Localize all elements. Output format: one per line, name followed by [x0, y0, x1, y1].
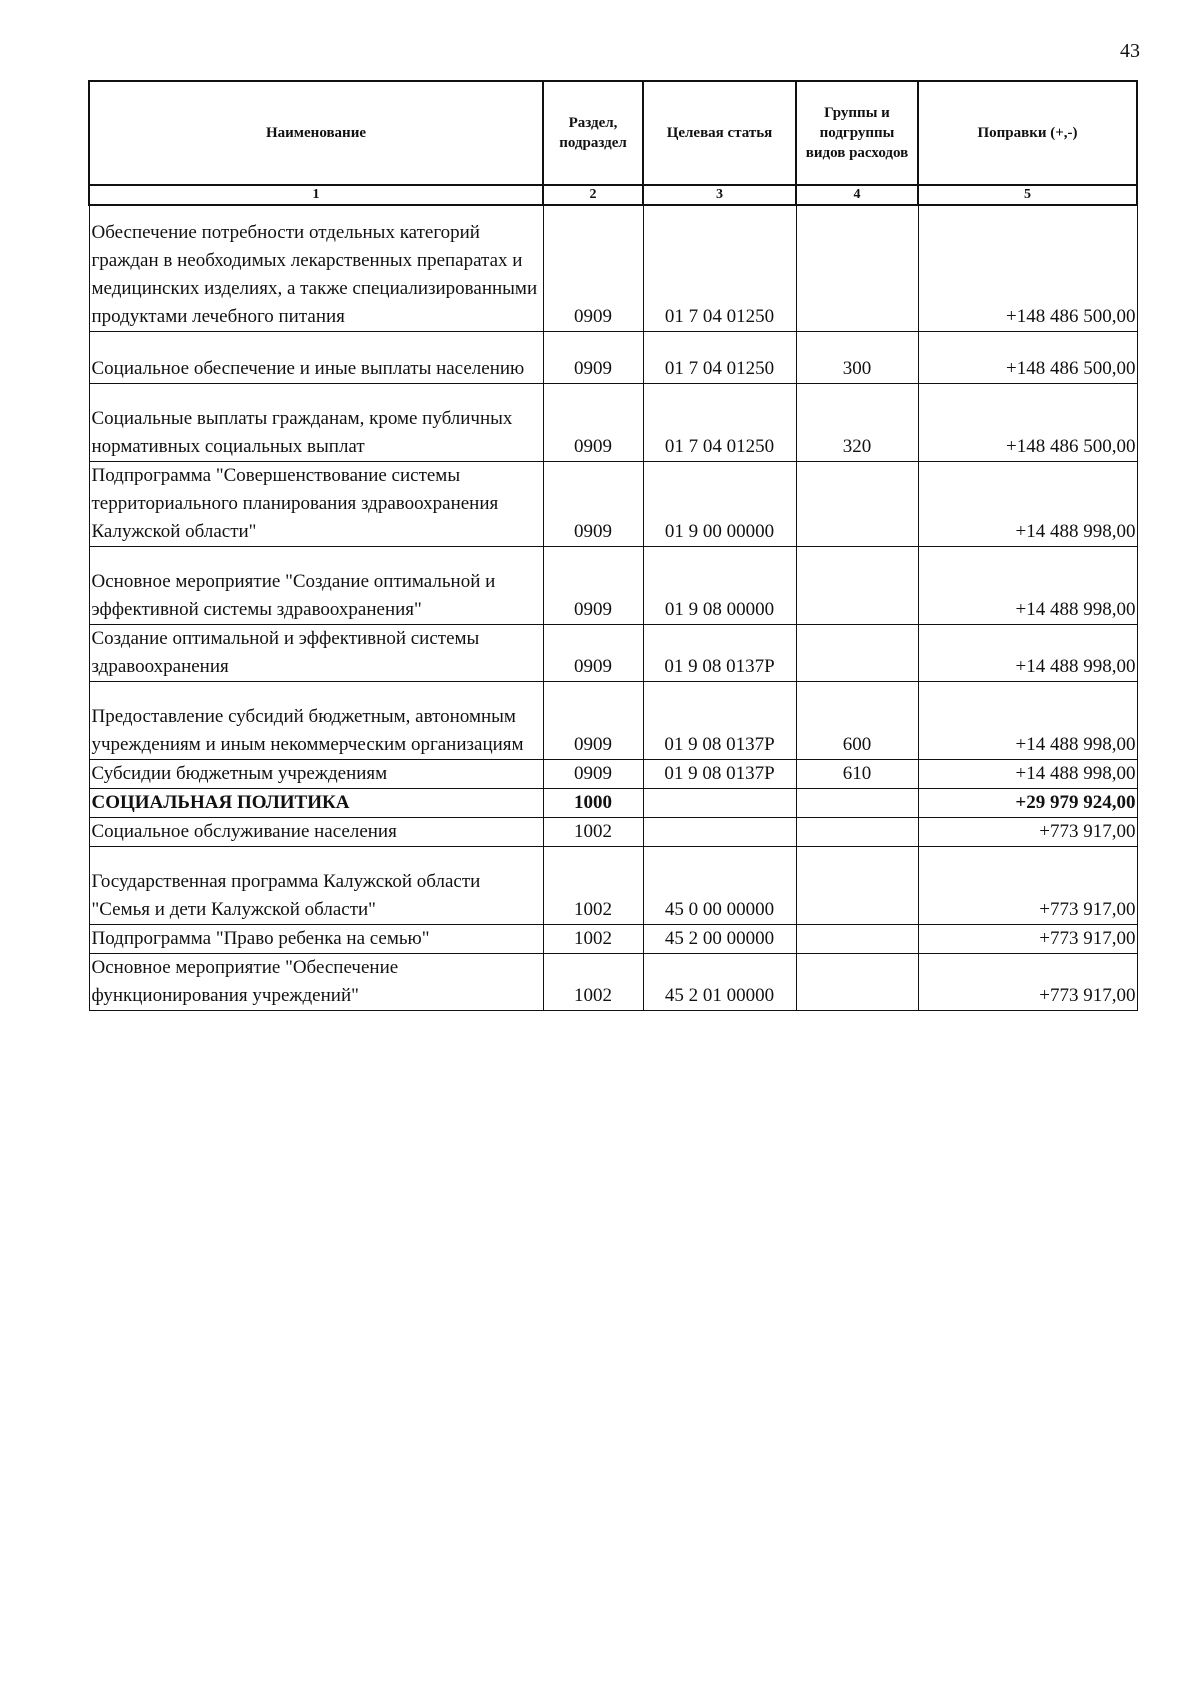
row-amount: +148 486 500,00 — [918, 205, 1137, 331]
table-row — [89, 461, 1137, 546]
row-section: 0909 — [543, 331, 643, 383]
table-row — [89, 846, 1137, 924]
row-target: 45 2 01 00000 — [643, 953, 796, 1010]
row-target: 45 2 00 00000 — [643, 924, 796, 953]
table-row — [89, 331, 1137, 383]
row-section: 1002 — [543, 924, 643, 953]
row-name: Основное мероприятие "Обеспечение функционирования учреждений" — [89, 953, 543, 1010]
row-group: 300 — [796, 331, 918, 383]
table-row — [89, 924, 1137, 953]
row-name: Социальное обеспечение и иные выплаты населению — [89, 331, 543, 383]
column-number: 5 — [918, 185, 1137, 205]
row-target: 01 9 08 00000 — [643, 546, 796, 624]
table-row — [89, 788, 1137, 817]
row-name: Социальные выплаты гражданам, кроме публичных нормативных социальных выплат — [89, 383, 543, 461]
row-group — [796, 953, 918, 1010]
row-group — [796, 624, 918, 681]
row-name: Обеспечение потребности отдельных категорий граждан в необходимых лекарственных препаратах и медицинских изделиях, а также специализированными продуктами лечебного питания — [89, 205, 543, 331]
row-section: 1002 — [543, 953, 643, 1010]
row-amount: +14 488 998,00 — [918, 759, 1137, 788]
row-target: 01 9 00 00000 — [643, 461, 796, 546]
row-group: 600 — [796, 681, 918, 759]
row-amount: +148 486 500,00 — [918, 383, 1137, 461]
budget-amendments-table — [88, 80, 1138, 1011]
row-name: Социальное обслуживание населения — [89, 817, 543, 846]
row-section: 1000 — [543, 788, 643, 817]
row-target: 01 7 04 01250 — [643, 205, 796, 331]
row-group: 610 — [796, 759, 918, 788]
row-amount: +29 979 924,00 — [918, 788, 1137, 817]
column-number-row — [89, 185, 1137, 205]
table-row — [89, 205, 1137, 331]
table-row — [89, 681, 1137, 759]
page-number: 43 — [1120, 40, 1140, 62]
column-number: 3 — [643, 185, 796, 205]
row-amount: +14 488 998,00 — [918, 461, 1137, 546]
header-row — [89, 81, 1137, 185]
row-name: Предоставление субсидий бюджетным, автономным учреждениям и иным некоммерческим организациям — [89, 681, 543, 759]
row-name: Государственная программа Калужской области "Семья и дети Калужской области" — [89, 846, 543, 924]
row-amount: +14 488 998,00 — [918, 624, 1137, 681]
row-section: 1002 — [543, 817, 643, 846]
row-target — [643, 817, 796, 846]
table-row — [89, 546, 1137, 624]
header-amount: Поправки (+,-) — [918, 81, 1137, 185]
row-target: 01 9 08 0137Р — [643, 759, 796, 788]
row-group: 320 — [796, 383, 918, 461]
row-amount: +773 917,00 — [918, 817, 1137, 846]
row-name: Субсидии бюджетным учреждениям — [89, 759, 543, 788]
header-target: Целевая статья — [643, 81, 796, 185]
table-row — [89, 624, 1137, 681]
header-groups: Группы и подгруппы видов расходов — [796, 81, 918, 185]
row-target — [643, 788, 796, 817]
row-name: Подпрограмма "Право ребенка на семью" — [89, 924, 543, 953]
column-number: 1 — [89, 185, 543, 205]
row-amount: +773 917,00 — [918, 953, 1137, 1010]
row-target: 01 7 04 01250 — [643, 331, 796, 383]
table-row — [89, 759, 1137, 788]
table-row — [89, 817, 1137, 846]
row-group — [796, 846, 918, 924]
header-name: Наименование — [89, 81, 543, 185]
row-group — [796, 461, 918, 546]
column-number: 4 — [796, 185, 918, 205]
row-section: 0909 — [543, 546, 643, 624]
row-name: Основное мероприятие "Создание оптимальной и эффективной системы здравоохранения" — [89, 546, 543, 624]
row-name: СОЦИАЛЬНАЯ ПОЛИТИКА — [89, 788, 543, 817]
row-target: 01 9 08 0137Р — [643, 624, 796, 681]
row-section: 0909 — [543, 624, 643, 681]
row-amount: +773 917,00 — [918, 846, 1137, 924]
row-group — [796, 546, 918, 624]
row-name: Создание оптимальной и эффективной системы здравоохранения — [89, 624, 543, 681]
row-target: 01 9 08 0137Р — [643, 681, 796, 759]
row-amount: +14 488 998,00 — [918, 546, 1137, 624]
column-number: 2 — [543, 185, 643, 205]
row-group — [796, 817, 918, 846]
row-amount: +14 488 998,00 — [918, 681, 1137, 759]
row-section: 0909 — [543, 681, 643, 759]
row-amount: +148 486 500,00 — [918, 331, 1137, 383]
table-row — [89, 953, 1137, 1010]
table-row — [89, 383, 1137, 461]
row-amount: +773 917,00 — [918, 924, 1137, 953]
row-group — [796, 924, 918, 953]
row-name: Подпрограмма "Совершенствование системы территориального планирования здравоохранения Калужской области" — [89, 461, 543, 546]
header-section: Раздел, подраздел — [543, 81, 643, 185]
row-section: 0909 — [543, 461, 643, 546]
row-target: 01 7 04 01250 — [643, 383, 796, 461]
row-group — [796, 788, 918, 817]
row-group — [796, 205, 918, 331]
row-section: 0909 — [543, 383, 643, 461]
row-target: 45 0 00 00000 — [643, 846, 796, 924]
row-section: 0909 — [543, 759, 643, 788]
row-section: 1002 — [543, 846, 643, 924]
row-section: 0909 — [543, 205, 643, 331]
